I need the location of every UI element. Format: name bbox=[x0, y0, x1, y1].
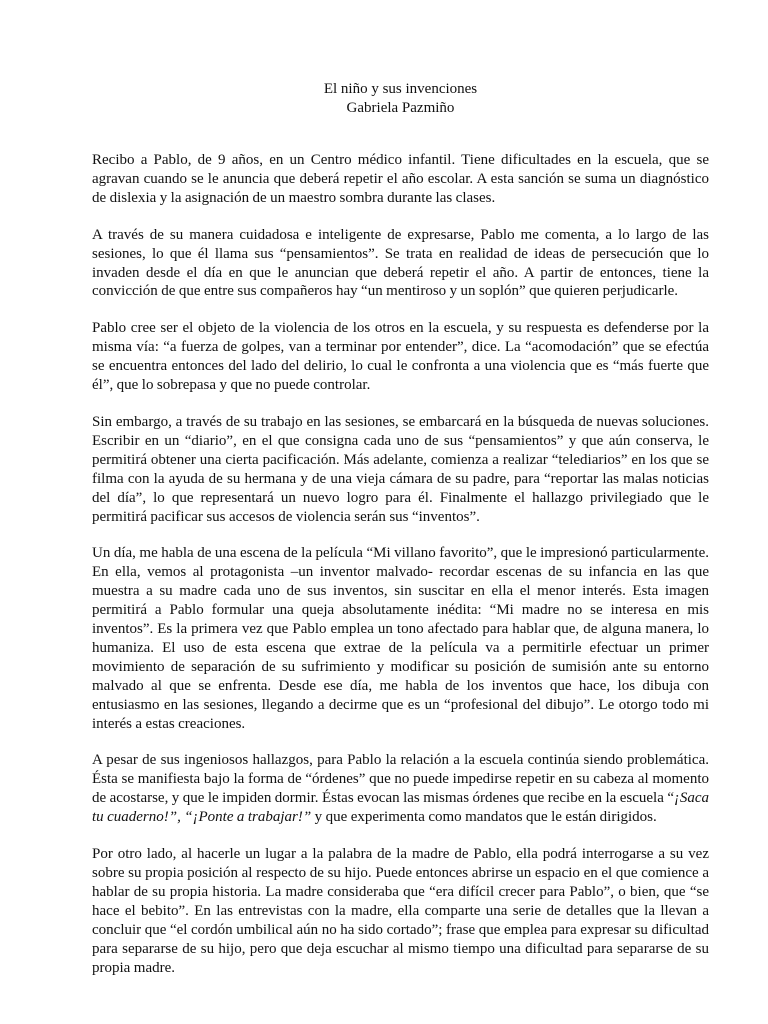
paragraph-5: Un día, me habla de una escena de la película “Mi villano favorito”, que le impresionó particularmente. En ella, vemos al protagonista –un inventor malvado- recordar escenas de su infancia en las que muestra a su madre cada uno de sus inventos, sin suscitar en ella el menor interés. Esta imagen permitirá a Pablo formular una queja absolutamente inédita: “Mi madre no se interesa en mis inventos”. Es la primera vez que Pablo emplea un tono afectado para hablar que, de alguna manera, lo humaniza. El uso de esta escena que extrae de la película va a permitirle efectuar un primer movimiento de separación de su sufrimiento y modificar su posición de sumisión ante su entorno malvado al que se enfrenta. Desde ese día, me habla de los inventos que hace, los dibuja con entusiasmo en las sesiones, llegando a decirme que es un “profesional del dibujo”. Le otorgo todo mi interés a estas creaciones. bbox=[92, 545, 709, 732]
paragraph-4: Sin embargo, a través de su trabajo en las sesiones, se embarcará en la búsqueda de nuevas soluciones. Escribir en un “diario”, en el que consigna cada uno de sus “pensamientos” y que aún conserva, le permitirá obtener una cierta pacificación. Más adelante, comienza a realizar “telediarios” en los que se filma con la ayuda de su hermana y de una vieja cámara de su padre, para “reportar las malas noticias del día”, lo que representará un nuevo logro para él. Finalmente el hallazgo privilegiado que le permitirá pacificar sus accesos de violencia serán sus “inventos”. bbox=[92, 413, 709, 525]
document-author: Gabriela Pazmiño bbox=[346, 99, 455, 116]
paragraph-6-italic-quote: ¡Saca tu cuaderno!”, “¡Ponte a trabajar!” bbox=[92, 790, 709, 826]
paragraph-6-text-after: y que experimenta como mandatos que le están dirigidos. bbox=[311, 809, 657, 826]
paragraph-3: Pablo cree ser el objeto de la violencia de los otros en la escuela, y su respuesta es defenderse por la misma vía: “a fuerza de golpes, van a terminar por entender”, dice. La “acomodación” que se efectúa se encuentra entonces del lado del delirio, lo cual le confronta a una violencia que es “más fuerte que él”, que lo sobrepasa y que no puede controlar. bbox=[92, 320, 709, 394]
paragraph-2: A través de su manera cuidadosa e inteligente de expresarse, Pablo me comenta, a lo largo de las sesiones, lo que él llama sus “pensamientos”. Se trata en realidad de ideas de persecución que lo invaden desde el día en que le anuncian que deberá repetir el año. A partir de entonces, tiene la convicción de que entre sus compañeros hay “un mentiroso y un soplón” que quieren perjudicarle. bbox=[92, 226, 709, 300]
paragraph-6 bbox=[92, 751, 709, 827]
paragraph-1: Recibo a Pablo, de 9 años, en un Centro médico infantil. Tiene dificultades en la escuela, que se agravan cuando se le anuncia que deberá repetir el año escolar. A esta sanción se suma un diagnóstico de dislexia y la asignación de un maestro sombra durante las clases. bbox=[92, 152, 709, 206]
paragraph-7: Por otro lado, al hacerle un lugar a la palabra de la madre de Pablo, ella podrá interrogarse a su vez sobre su propia posición al respecto de su hijo. Puede entonces abrirse un espacio en el que comience a hablar de su propia historia. La madre consideraba que “era difícil crecer para Pablo”, o bien, que “se hace el bebito”. En las entrevistas con la madre, ella comparte una serie de detalles que la llevan a concluir que “el cordón umbilical aún no ha sido cortado”; frase que emplea para expresar su dificultad para separarse de su hijo, pero que deja escuchar al mismo tiempo una dificultad para separarse de su propia madre. bbox=[92, 846, 709, 976]
document-body bbox=[92, 151, 709, 977]
document-title: El niño y sus invenciones bbox=[323, 81, 478, 97]
paragraph-6-text-before: A pesar de sus ingeniosos hallazgos, para Pablo la relación a la escuela continúa siendo problemática. Ésta se manifiesta bajo la forma de “órdenes” que no puede impedirse repetir en su cabeza al momento de acostarse, y que le impiden dormir. Éstas evocan las mismas órdenes que recibe en la escuela “ bbox=[92, 752, 709, 807]
document-header bbox=[92, 80, 709, 117]
